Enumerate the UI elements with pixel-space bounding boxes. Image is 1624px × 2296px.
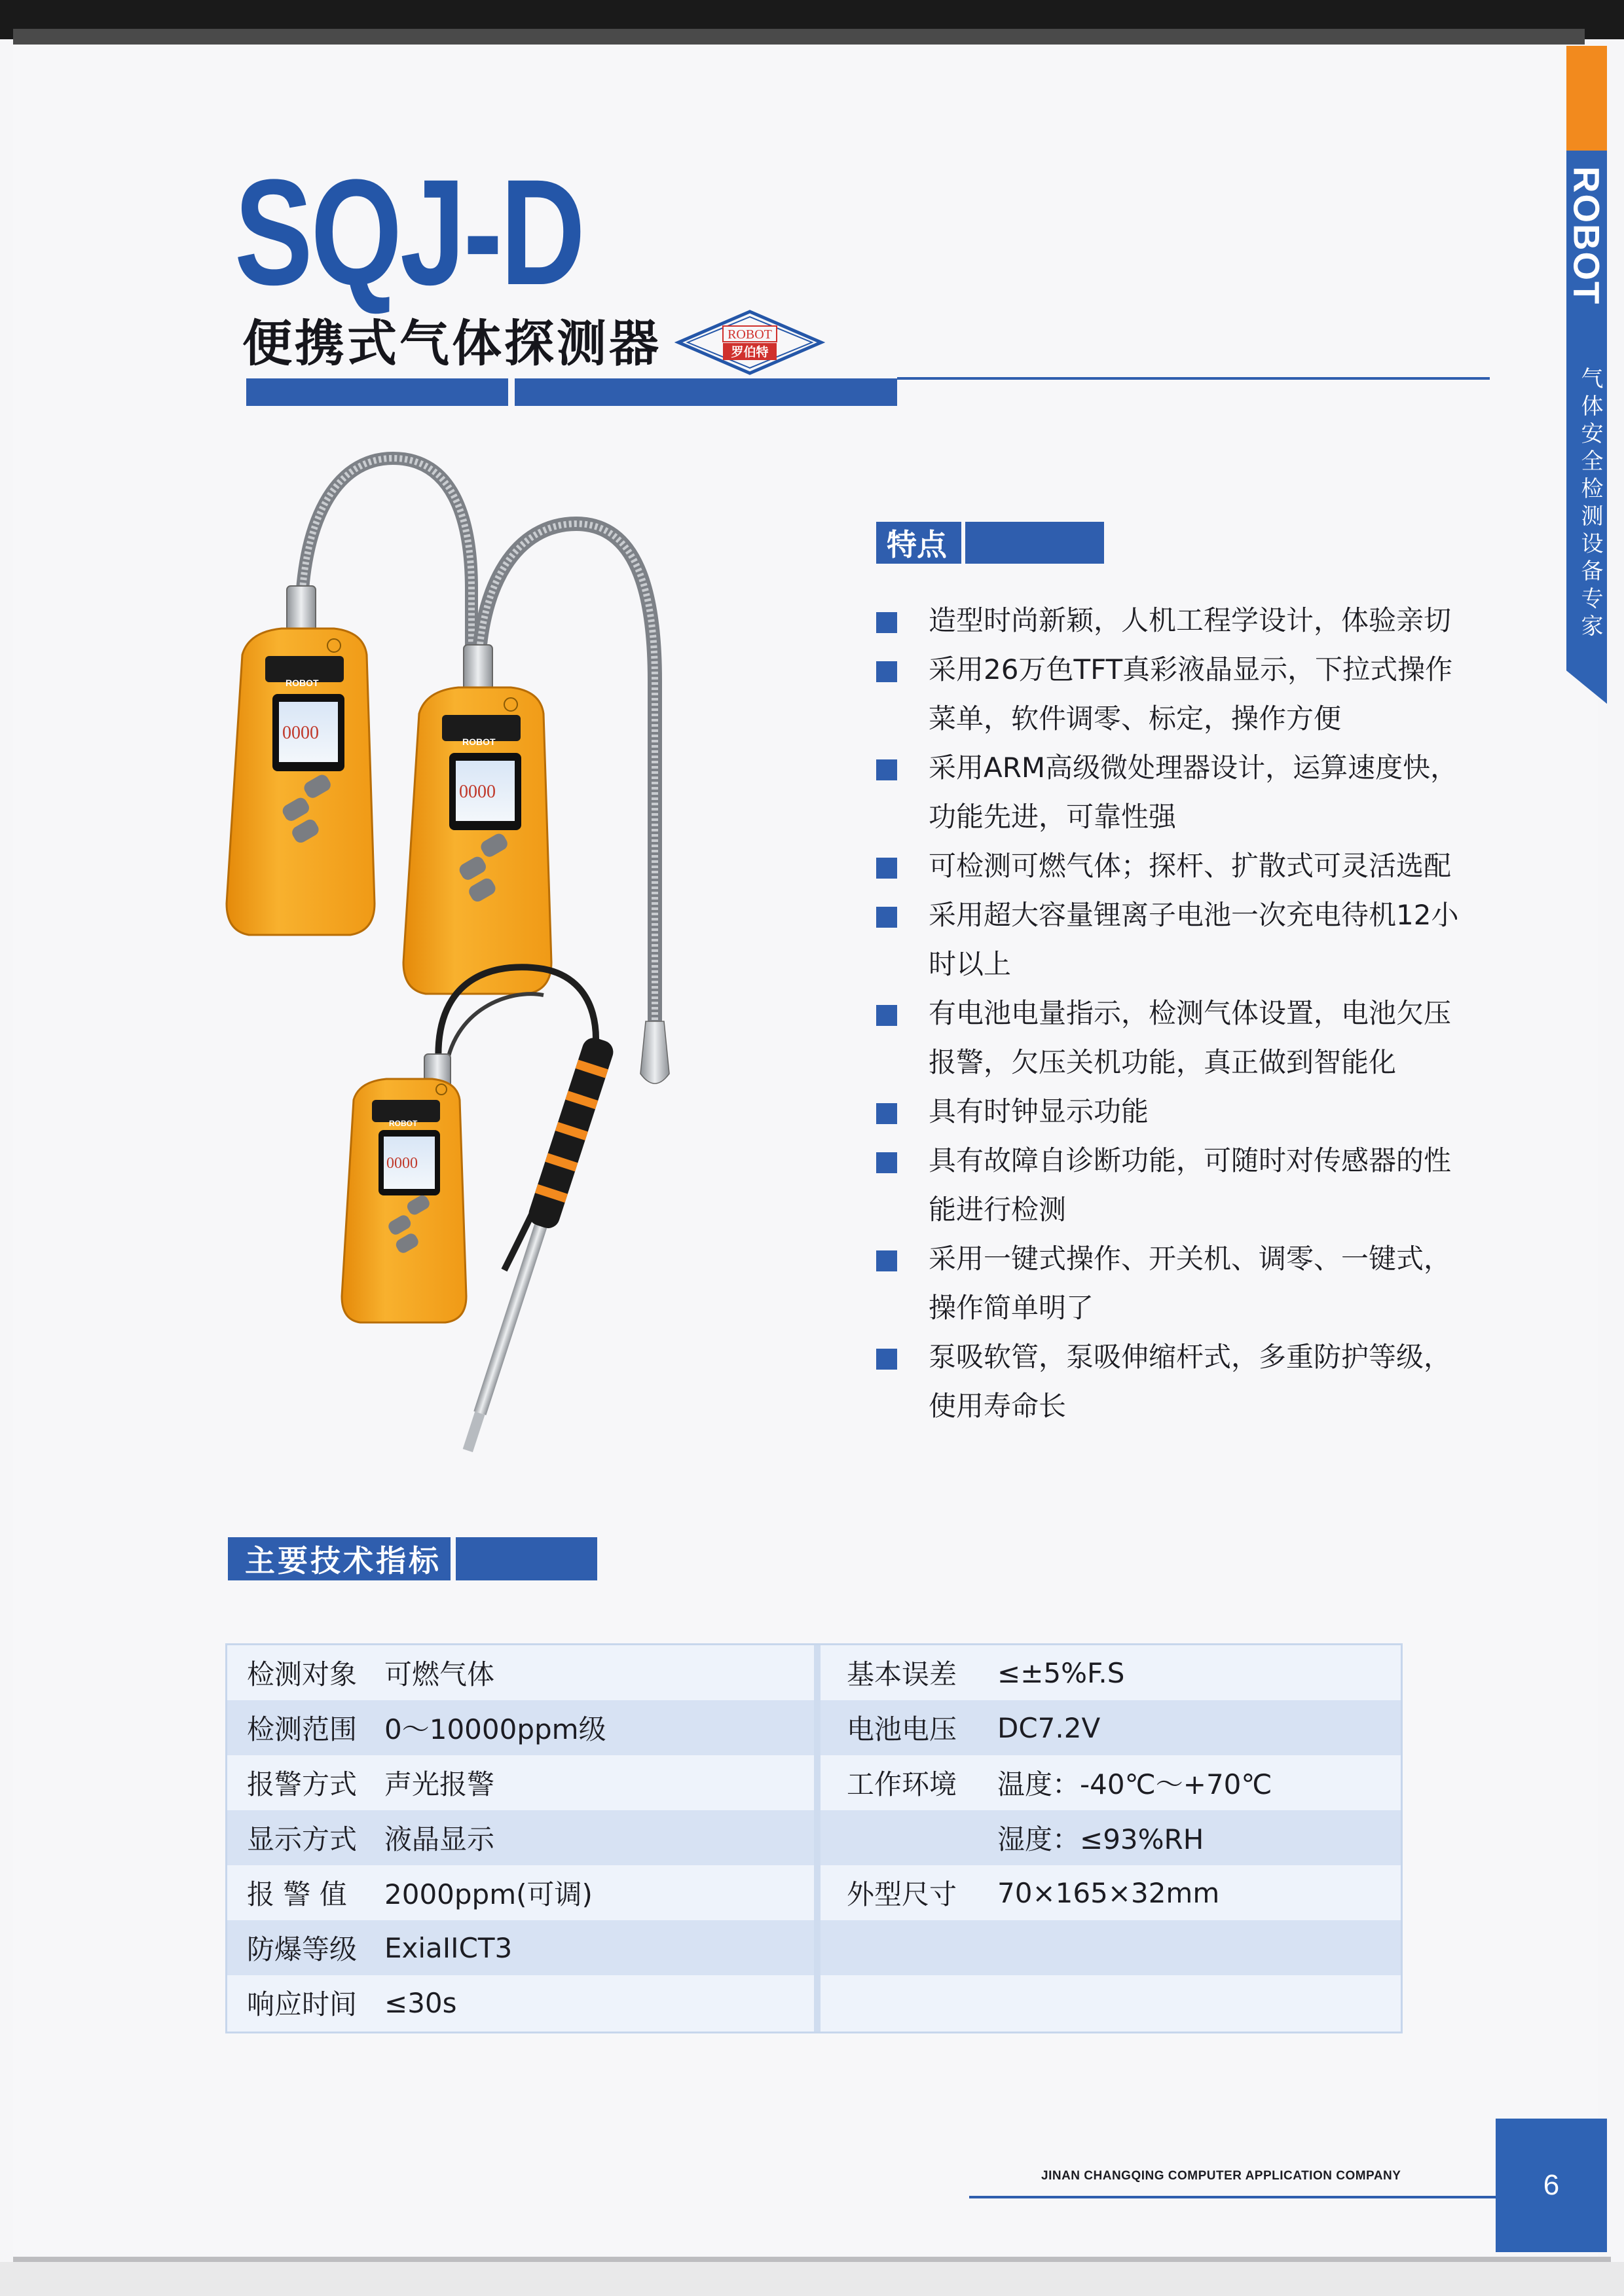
- spec-value: 70×165×32mm: [997, 1876, 1220, 1909]
- feature-item: [876, 743, 1466, 841]
- logo-text-en: ROBOT: [728, 327, 772, 342]
- spec-value: 声光报警: [384, 1768, 495, 1800]
- feature-text: 可检测可燃气体；探杆、扩散式可灵活选配: [929, 850, 1452, 882]
- bullet-square-icon: [876, 759, 897, 780]
- spec-row: [227, 1810, 814, 1865]
- feature-text: 采用ARM高级微处理器设计，运算速度快，功能先进，可靠性强: [929, 752, 1458, 833]
- model-title: SQJ-D: [234, 148, 583, 316]
- spec-value: 液晶显示: [384, 1823, 495, 1855]
- spec-label: 报警方式: [247, 1768, 358, 1800]
- spec-value: DC7.2V: [997, 1711, 1101, 1744]
- spec-value: ≤±5%F.S: [997, 1656, 1125, 1689]
- device-2-reading: 0000: [459, 782, 496, 802]
- features-list: [876, 596, 1466, 1430]
- spec-label: 检测范围: [247, 1713, 358, 1745]
- spec-label: 响应时间: [247, 1988, 358, 2020]
- side-tab-orange-block: [1566, 46, 1607, 151]
- spec-row: [227, 1700, 814, 1755]
- side-tab-slogan: 气体安全检测设备专家: [1577, 367, 1603, 642]
- device-1-reading: 0000: [282, 723, 319, 743]
- company-name: JINAN CHANGQING COMPUTER APPLICATION COMPANY: [1041, 2169, 1401, 2183]
- spec-row: [227, 1975, 814, 2030]
- scan-edge-top-inner: [13, 29, 1585, 45]
- specs-heading-bar: [456, 1537, 597, 1580]
- spec-value: 温度：-40℃～+70℃: [997, 1768, 1272, 1800]
- feature-text: 具有时钟显示功能: [929, 1095, 1149, 1127]
- title-underline-thin: [897, 377, 1490, 380]
- bullet-square-icon: [876, 1005, 897, 1026]
- spec-label: 检测对象: [247, 1658, 358, 1690]
- feature-text: 采用一键式操作、开关机、调零、一键式，操作简单明了: [929, 1243, 1452, 1324]
- spec-row: [821, 1865, 1401, 1920]
- title-underline-left: [246, 378, 508, 406]
- spec-value: 0～10000ppm级: [384, 1713, 606, 1745]
- spec-value: ≤30s: [384, 1986, 457, 2019]
- spec-label: 防爆等级: [247, 1933, 358, 1965]
- spec-row: [821, 1755, 1401, 1810]
- feature-item: [876, 1332, 1466, 1430]
- title-underline-middle: [515, 378, 897, 406]
- specs-table: [225, 1643, 1403, 2033]
- feature-item: [876, 890, 1466, 989]
- spec-row: [821, 1810, 1401, 1865]
- feature-text: 具有故障自诊断功能，可随时对传感器的性能进行检测: [929, 1144, 1452, 1226]
- feature-item: [876, 989, 1466, 1087]
- feature-item: [876, 596, 1466, 645]
- product-name: 便携式气体探测器: [242, 314, 661, 373]
- device-3-brand: ROBOT: [389, 1119, 418, 1128]
- spec-row: [821, 1645, 1401, 1700]
- device-2-brand: ROBOT: [462, 737, 496, 747]
- spec-row: [821, 1975, 1401, 2030]
- page-number: 6: [1496, 2119, 1607, 2252]
- device-1-brand: ROBOT: [286, 678, 319, 688]
- spec-row: [227, 1755, 814, 1810]
- spec-row: [821, 1920, 1401, 1975]
- feature-text: 采用超大容量锂离子电池一次充电待机12小时以上: [929, 899, 1459, 980]
- feature-item: [876, 1136, 1466, 1234]
- spec-value: 湿度：≤93%RH: [997, 1823, 1204, 1855]
- spec-value: ExiaIICT3: [384, 1931, 513, 1964]
- spec-value: 2000ppm(可调): [384, 1878, 593, 1910]
- scan-edge-bottom: [0, 2262, 1624, 2296]
- spec-label: 报 警 值: [247, 1878, 347, 1910]
- footer-rule: [969, 2196, 1496, 2198]
- feature-item: [876, 841, 1466, 890]
- spec-row: [227, 1865, 814, 1920]
- feature-text: 泵吸软管，泵吸伸缩杆式，多重防护等级，使用寿命长: [929, 1341, 1452, 1422]
- bullet-square-icon: [876, 858, 897, 879]
- specs-column-right: [821, 1645, 1401, 2032]
- spec-label: 基本误差: [847, 1658, 957, 1690]
- bullet-square-icon: [876, 1152, 897, 1173]
- spec-label: 显示方式: [247, 1823, 358, 1855]
- feature-text: 采用26万色TFT真彩液晶显示，下拉式操作菜单，软件调零、标定，操作方便: [929, 653, 1453, 735]
- specs-column-left: [227, 1645, 814, 2032]
- spec-row: [821, 1700, 1401, 1755]
- side-tab-brand: ROBOT: [1566, 166, 1608, 306]
- feature-text: 造型时尚新颖，人机工程学设计，体验亲切: [929, 604, 1452, 636]
- spec-value: 可燃气体: [384, 1658, 495, 1690]
- bullet-square-icon: [876, 661, 897, 682]
- device-2: [403, 524, 669, 1084]
- product-photo: [203, 445, 858, 1460]
- bullet-square-icon: [876, 612, 897, 633]
- feature-item: [876, 1087, 1466, 1136]
- features-heading: 特点: [876, 522, 961, 564]
- bullet-square-icon: [876, 1250, 897, 1271]
- logo-text-cn: 罗伯特: [731, 345, 769, 359]
- spec-row: [227, 1645, 814, 1700]
- specs-column-divider: [814, 1645, 821, 2032]
- feature-item: [876, 645, 1466, 743]
- spec-label: 工作环境: [847, 1768, 957, 1800]
- device-3: [342, 967, 616, 1455]
- bullet-square-icon: [876, 1349, 897, 1370]
- bullet-square-icon: [876, 1103, 897, 1124]
- spec-row: [227, 1920, 814, 1975]
- feature-item: [876, 1234, 1466, 1332]
- bullet-square-icon: [876, 907, 897, 928]
- robot-logo: [674, 306, 825, 378]
- spec-label: 外型尺寸: [847, 1878, 957, 1910]
- feature-text: 有电池电量指示，检测气体设置，电池欠压报警，欠压关机功能，真正做到智能化: [929, 997, 1452, 1078]
- specs-heading: 主要技术指标: [228, 1537, 451, 1580]
- spec-label: 电池电压: [847, 1713, 957, 1745]
- device-3-reading: 0000: [386, 1155, 418, 1172]
- features-heading-bar: [965, 522, 1104, 564]
